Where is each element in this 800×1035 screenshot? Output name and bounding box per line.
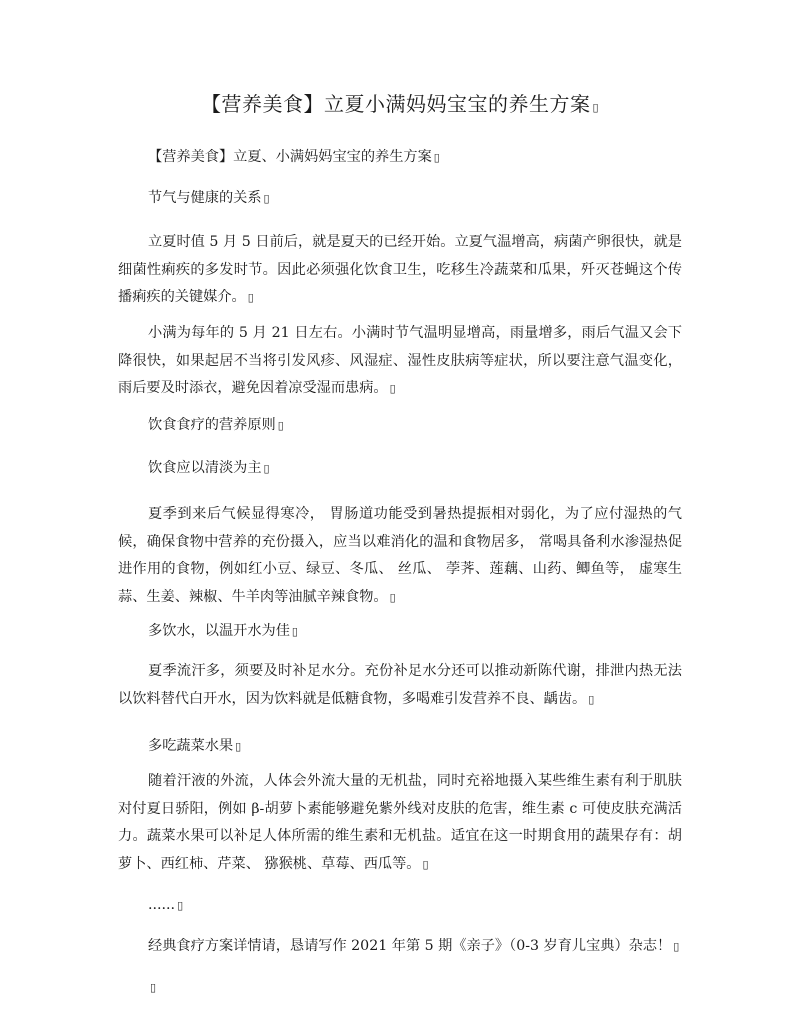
paragraph-mark-icon: ▯: [277, 419, 284, 432]
paragraph-mark-icon: ▯: [291, 625, 298, 638]
paragraph-text: 小满为每年的 5 月 21 日左右。小满时节气温明显增高，雨量增多，雨后气温又会下降很快，如果起居不当将引发风疹、风湿症、湿性皮肤病等症状，所以要注意气温变化，雨后要及时添衣，避免因着凉受湿而患病。: [118, 325, 682, 396]
paragraph-text: 夏季到来后气候显得寒冷， 胃肠道功能受到暑热提振相对弱化，为了应付湿热的气候，确保食物中营养的充份摄入，应当以难消化的温和食物居多， 常喝具备利水渗湿热促进作用的食物，例如红小豆、绿豆、冬瓜、 丝瓜、 荸荠、莲藕、山药、鲫鱼等， 虚寒生蒜、生姜、辣椒、牛羊肉等油腻辛辣食物。: [118, 506, 682, 605]
subheading-water: [118, 618, 682, 646]
paragraph-mark-icon: ▯: [422, 857, 429, 871]
paragraph-mark-icon: ▯: [389, 382, 396, 395]
title-text: 【营养美食】立夏小满妈妈宝宝的养生方案: [200, 92, 591, 116]
subheading-light-diet: [118, 455, 682, 483]
paragraph-mark-icon: ▯: [247, 291, 254, 304]
subheading-text: 多饮水，以温开水为佳: [148, 623, 290, 639]
ellipsis-line: [118, 892, 682, 920]
paragraph-text: 夏季流汗多，须要及时补足水分。充份补足水分还可以推动新陈代谢，排泄内热无法以饮料替代白开水，因为饮料就是低糖食物，多喝难引发营养不良、龋齿。: [118, 663, 682, 707]
subtitle: [118, 144, 682, 172]
paragraph-mark-icon: ▯: [263, 192, 270, 205]
paragraph-text: 立夏时值 5 月 5 日前后，就是夏天的已经开始。立夏气温增高，病菌产卵很快，就是细菌性痢疾的多发时节。因此必须强化饮食卫生，吃移生冷蔬菜和瓜果，歼灭苍蝇这个传播痢疾的关键媒介。: [118, 234, 682, 305]
document-title: [0, 88, 800, 124]
section-heading-text: 节气与健康的关系: [148, 190, 262, 206]
paragraph-mark-icon: ▯: [177, 899, 184, 912]
paragraph-mark-icon: ▯: [588, 692, 595, 706]
closing-text: 经典食疗方案详情请，恳请写作 2021 年第 5 期《亲子》（0-3 岁育儿宝典）杂志！: [148, 938, 672, 954]
section-heading-text: 饮食食疗的营养原则: [148, 417, 276, 433]
section-heading-relation: [118, 185, 682, 213]
paragraph-water: [118, 658, 682, 713]
end-mark-line: [118, 974, 682, 1002]
closing-paragraph: [118, 933, 682, 961]
subheading-text: 多吃蔬菜水果: [148, 738, 234, 754]
paragraph-mark-icon: ▯: [673, 940, 680, 953]
section-heading-principles: [118, 412, 682, 440]
end-paragraph-mark-icon: ▯: [150, 981, 157, 994]
subheading-vegetables: [118, 733, 682, 761]
paragraph-mark-icon: ▯: [263, 462, 270, 475]
paragraph-mark-icon: ▯: [433, 151, 440, 164]
paragraph-lixia: [118, 229, 682, 312]
subheading-text: 饮食应以清淡为主: [148, 460, 262, 476]
paragraph-mark-icon: ▯: [592, 101, 600, 114]
subtitle-text: 【营养美食】立夏、小满妈妈宝宝的养生方案: [148, 149, 432, 165]
paragraph-xiaoman: [118, 320, 682, 403]
paragraph-mark-icon: ▯: [389, 590, 396, 604]
paragraph-vegetables: [118, 768, 682, 878]
ellipsis-text: ......: [148, 897, 176, 913]
paragraph-text: 随着汗液的外流，人体会外流大量的无机盐，同时充裕地摄入某些维生素有利于肌肤对付夏日骄阳，例如 β-胡萝卜素能够避免紫外线对皮肤的危害，维生素 c 可使皮肤充满活力。蔬菜水果可以补足人体所需的维生素和无机盐。适宜在这一时期食用的蔬果存有：胡萝卜、西红柿、芹菜、 猕猴桃、草莓、西瓜等。: [118, 773, 682, 872]
paragraph-mark-icon: ▯: [235, 740, 242, 753]
paragraph-light-diet: [118, 501, 682, 611]
